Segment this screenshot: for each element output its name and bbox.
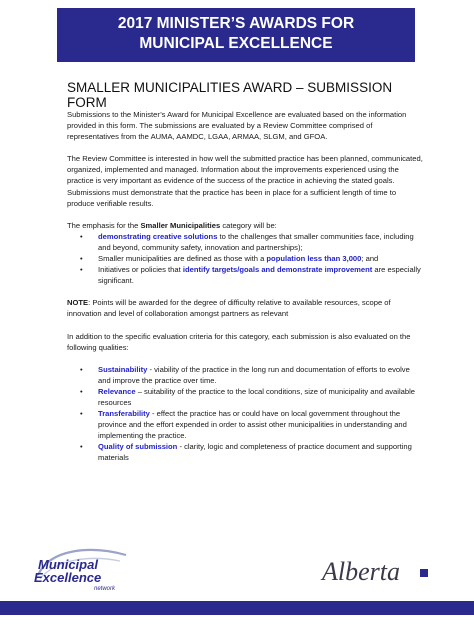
bullet-icon: •: [80, 364, 83, 374]
quality-desc: - viability of the practice in the long run and documentation of efforts to evolve and improve the practice over time.: [98, 364, 410, 385]
logo-text-excellence: Excellence: [34, 570, 102, 585]
qualities-list: [67, 364, 423, 464]
emphasis-item: [67, 253, 423, 264]
form-body: [67, 109, 423, 475]
title-line-1: 2017 MINISTER’S AWARDS FOR: [117, 15, 355, 32]
quality-desc: - clarity, logic and completeness of practice document and supporting materials: [98, 442, 412, 463]
bullet-icon: •: [80, 442, 83, 452]
item-highlight: demonstrating creative solutions: [98, 231, 218, 241]
note-label: NOTE: [67, 298, 89, 308]
note-text: : Points will be awarded for the degree of difficulty relative to available resources, scope of innovation and level of collaboration amongst partners as relevant: [67, 298, 391, 319]
additional-criteria-paragraph: In addition to the specific evaluation criteria for this category, each submission is also evaluated on the following qualities:: [67, 331, 411, 352]
page-title: [57, 8, 415, 54]
item-text: ; and: [361, 254, 379, 264]
logo-text-municipal: Municipal: [38, 557, 98, 572]
municipal-excellence-logo: [30, 545, 140, 595]
intro-paragraph: Submissions to the Minister’s Award for Municipal Excellence are evaluated based on the information provided in this form. The submissions are evaluated by a Review Committee comprised of representatives from the AUMA, AAMDC, LGAA, ARMAA, SLGM, and GFOA.: [67, 110, 407, 142]
item-highlight: population less than 3,000: [266, 254, 362, 264]
item-text: Initiatives or policies that: [98, 265, 183, 275]
quality-term: Relevance: [98, 386, 136, 396]
emphasis-item: [67, 231, 423, 253]
form-title: SMALLER MUNICIPALITIES AWARD – SUBMISSION FORM: [67, 80, 393, 110]
quality-term: Transferability: [98, 409, 150, 419]
item-text: Smaller municipalities are defined as those with a: [98, 254, 267, 264]
item-highlight: identify targets/goals and demonstrate improvement: [182, 265, 373, 275]
alberta-square-icon: [420, 569, 428, 577]
bullet-icon: •: [80, 265, 83, 275]
emphasis-category: Smaller Municipalities: [140, 220, 221, 230]
quality-desc: – suitability of the practice to the local conditions, size of municipality and available resources: [98, 386, 416, 407]
emphasis-post: category will be:: [220, 220, 277, 230]
quality-item: [67, 408, 423, 441]
bullet-icon: •: [80, 231, 83, 241]
committee-paragraph: The Review Committee is interested in how well the submitted practice has been planned, communicated, organized, implemented and managed. Information about the improvements experienced using the practice is very important as evidence of the success of the practice in achieving the stated goals. Submissions must demonstrate that the practice has been in place for a sufficient length of time to produce verifiable results.: [67, 154, 423, 208]
emphasis-intro: [67, 220, 423, 231]
quality-item: [67, 441, 423, 463]
quality-item: [67, 364, 423, 386]
bullet-icon: •: [80, 386, 83, 396]
alberta-wordmark: Alberta: [322, 557, 400, 586]
logo-text-network: network: [94, 586, 116, 592]
header-banner: [57, 8, 415, 62]
quality-term: Quality of submission: [98, 442, 178, 452]
quality-item: [67, 386, 423, 408]
item-text: are especially significant.: [98, 265, 421, 286]
alberta-logo: [320, 552, 432, 590]
note-paragraph: [67, 297, 423, 319]
item-text: to the challenges that smaller communities face, including and beyond, community safety, innovation and partnerships);: [98, 231, 414, 252]
emphasis-item: [67, 264, 423, 286]
emphasis-list: [67, 231, 423, 286]
emphasis-pre: The emphasis for the: [67, 220, 141, 230]
quality-term: Sustainability: [98, 364, 148, 374]
bullet-icon: •: [80, 409, 83, 419]
quality-desc: - effect the practice has or could have on local government throughout the province and the effort expended in order to assist other municipalities in understanding and implementing the practice.: [98, 409, 407, 441]
footer-banner: [0, 601, 474, 615]
title-line-2: MUNICIPAL EXCELLENCE: [139, 35, 333, 52]
bullet-icon: •: [80, 254, 83, 264]
